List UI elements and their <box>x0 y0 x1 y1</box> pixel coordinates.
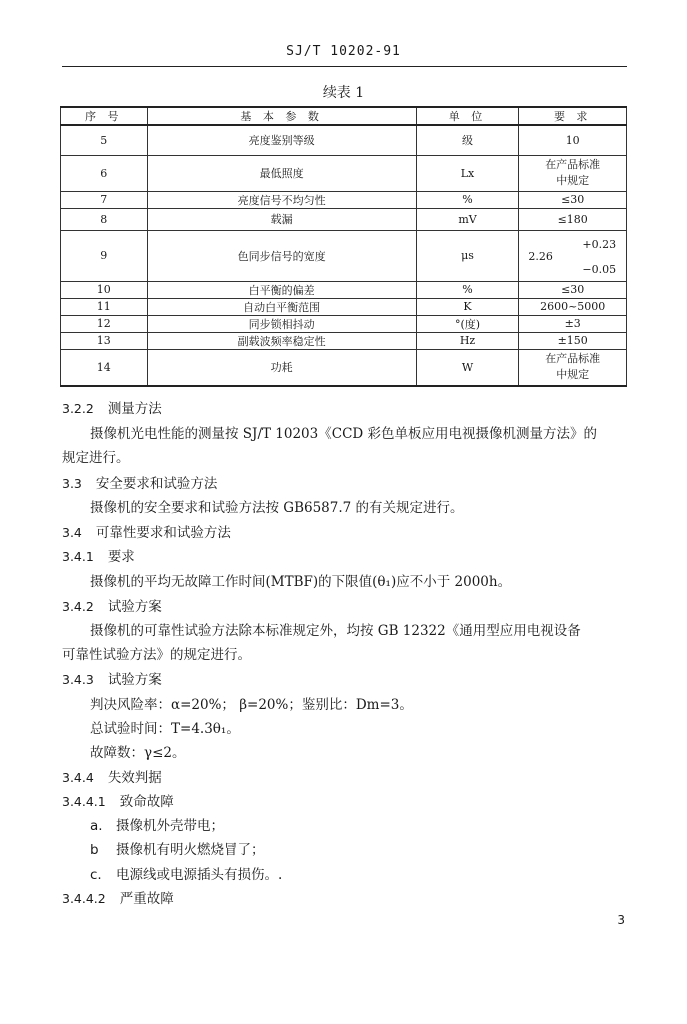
list-item <box>90 838 265 858</box>
cell-req <box>519 155 627 191</box>
paragraph-continuation: 可靠性试验方法》的规定进行。 <box>62 647 251 663</box>
cell-no: 9 <box>61 230 148 281</box>
table-caption: 续表 1 <box>322 85 365 101</box>
cell-unit: 级 <box>416 125 519 155</box>
section-title: 可靠性要求和试验方法 <box>95 525 231 541</box>
section-title: 要求 <box>107 549 135 565</box>
section-heading <box>62 595 162 615</box>
page-number: 3 <box>617 913 625 927</box>
tolerance-nominal: 2.26 <box>528 249 553 263</box>
cell-param: 副载波频率稳定性 <box>147 332 416 349</box>
paragraph: 总试验时间：T=4.3θ₁。 <box>90 721 240 737</box>
section-heading <box>62 521 231 541</box>
section-title: 致命故障 <box>119 794 174 810</box>
cell-req <box>519 230 627 281</box>
section-number: 3.4 <box>62 525 82 540</box>
list-marker: c. <box>90 867 102 883</box>
col-header-no: 序 号 <box>61 107 148 125</box>
cell-param: 白平衡的偏差 <box>147 281 416 298</box>
section-title: 失效判据 <box>107 770 162 786</box>
cell-req: ≤180 <box>519 208 627 230</box>
spec-table <box>60 106 627 387</box>
section-number: 3.3 <box>62 476 82 491</box>
section-number: 3.4.3 <box>62 672 94 687</box>
list-text: 摄像机外壳带电； <box>116 818 224 834</box>
section-title: 严重故障 <box>119 891 174 907</box>
section-number: 3.4.4.2 <box>62 891 106 906</box>
list-text: 摄像机有明火燃烧冒了； <box>116 842 265 858</box>
paragraph: 摄像机的安全要求和试验方法按 GB6587.7 的有关规定进行。 <box>90 500 464 516</box>
cell-unit: μs <box>416 230 519 281</box>
cell-req: ≤30 <box>519 281 627 298</box>
section-title: 试验方案 <box>107 599 162 615</box>
section-title: 安全要求和试验方法 <box>95 476 218 492</box>
cell-no: 13 <box>61 332 148 349</box>
table-row <box>61 125 627 155</box>
table-header-row <box>61 107 627 125</box>
tolerance-value <box>522 236 623 276</box>
table-row <box>61 208 627 230</box>
cell-no: 6 <box>61 155 148 191</box>
cell-req-line1: 在产品标准 <box>545 352 601 366</box>
cell-unit: K <box>416 298 519 315</box>
list-item <box>90 814 224 834</box>
cell-no: 5 <box>61 125 148 155</box>
cell-req: ±3 <box>519 315 627 332</box>
list-marker: a. <box>90 818 103 834</box>
paragraph: 摄像机的平均无故障工作时间(MTBF)的下限值(θ₁)应不小于 2000h。 <box>90 574 512 590</box>
table-row <box>61 315 627 332</box>
cell-no: 8 <box>61 208 148 230</box>
cell-req-line1: 在产品标准 <box>545 158 601 171</box>
paragraph: 摄像机的可靠性试验方法除本标准规定外，均按 GB 12322《通用型应用电视设备 <box>90 623 581 639</box>
section-title: 测量方法 <box>107 401 162 417</box>
section-number: 3.2.2 <box>62 401 94 416</box>
table-row <box>61 281 627 298</box>
cell-unit: Hz <box>416 332 519 349</box>
cell-req <box>519 349 627 386</box>
table-row <box>61 155 627 191</box>
cell-unit: % <box>416 281 519 298</box>
section-heading <box>62 790 174 810</box>
cell-req: 10 <box>519 125 627 155</box>
cell-no: 11 <box>61 298 148 315</box>
col-header-req: 要 求 <box>519 107 627 125</box>
cell-no: 14 <box>61 349 148 386</box>
cell-req: ≤30 <box>519 191 627 208</box>
cell-unit: °(度) <box>416 315 519 332</box>
cell-unit: Lx <box>416 155 519 191</box>
table-row <box>61 332 627 349</box>
section-heading <box>62 545 135 565</box>
document-code-header: SJ/T 10202-91 <box>286 44 401 59</box>
col-header-param: 基 本 参 数 <box>147 107 416 125</box>
section-number: 3.4.4 <box>62 770 94 785</box>
cell-param: 最低照度 <box>147 155 416 191</box>
section-number: 3.4.1 <box>62 549 94 564</box>
cell-no: 7 <box>61 191 148 208</box>
cell-no: 12 <box>61 315 148 332</box>
table-row <box>61 298 627 315</box>
section-number: 3.4.4.1 <box>62 794 106 809</box>
table-row <box>61 349 627 386</box>
cell-param: 自动白平衡范围 <box>147 298 416 315</box>
cell-req-line2: 中规定 <box>556 368 590 382</box>
list-marker: b <box>90 842 99 858</box>
cell-param: 载漏 <box>147 208 416 230</box>
table-row <box>61 191 627 208</box>
paragraph-continuation: 规定进行。 <box>62 450 130 466</box>
section-heading <box>62 668 162 688</box>
section-heading <box>62 397 162 417</box>
col-header-unit: 单 位 <box>416 107 519 125</box>
section-heading <box>62 766 162 786</box>
paragraph: 判决风险率：α=20%； β=20%；鉴别比：Dm=3。 <box>90 697 413 713</box>
cell-param: 亮度信号不均匀性 <box>147 191 416 208</box>
tolerance-lower: −0.05 <box>582 262 617 276</box>
tolerance-upper: +0.23 <box>582 237 617 251</box>
list-item <box>90 863 282 883</box>
cell-no: 10 <box>61 281 148 298</box>
cell-unit: W <box>416 349 519 386</box>
section-number: 3.4.2 <box>62 599 94 614</box>
cell-req-line2: 中规定 <box>556 174 590 187</box>
cell-param: 色同步信号的宽度 <box>147 230 416 281</box>
paragraph: 故障数：γ≤2。 <box>90 745 186 761</box>
paragraph: 摄像机光电性能的测量按 SJ/T 10203《CCD 彩色单板应用电视摄像机测量方法》的 <box>90 426 598 442</box>
cell-req: 2600~5000 <box>519 298 627 315</box>
table-row <box>61 230 627 281</box>
section-heading <box>62 472 217 492</box>
section-title: 试验方案 <box>107 672 162 688</box>
cell-param: 同步锁相抖动 <box>147 315 416 332</box>
cell-unit: mV <box>416 208 519 230</box>
section-heading <box>62 887 174 907</box>
header-rule <box>62 66 627 67</box>
list-text: 电源线或电源插头有损伤。. <box>116 867 283 883</box>
cell-unit: % <box>416 191 519 208</box>
cell-param: 功耗 <box>147 349 416 386</box>
cell-req: ±150 <box>519 332 627 349</box>
cell-param: 亮度鉴别等级 <box>147 125 416 155</box>
